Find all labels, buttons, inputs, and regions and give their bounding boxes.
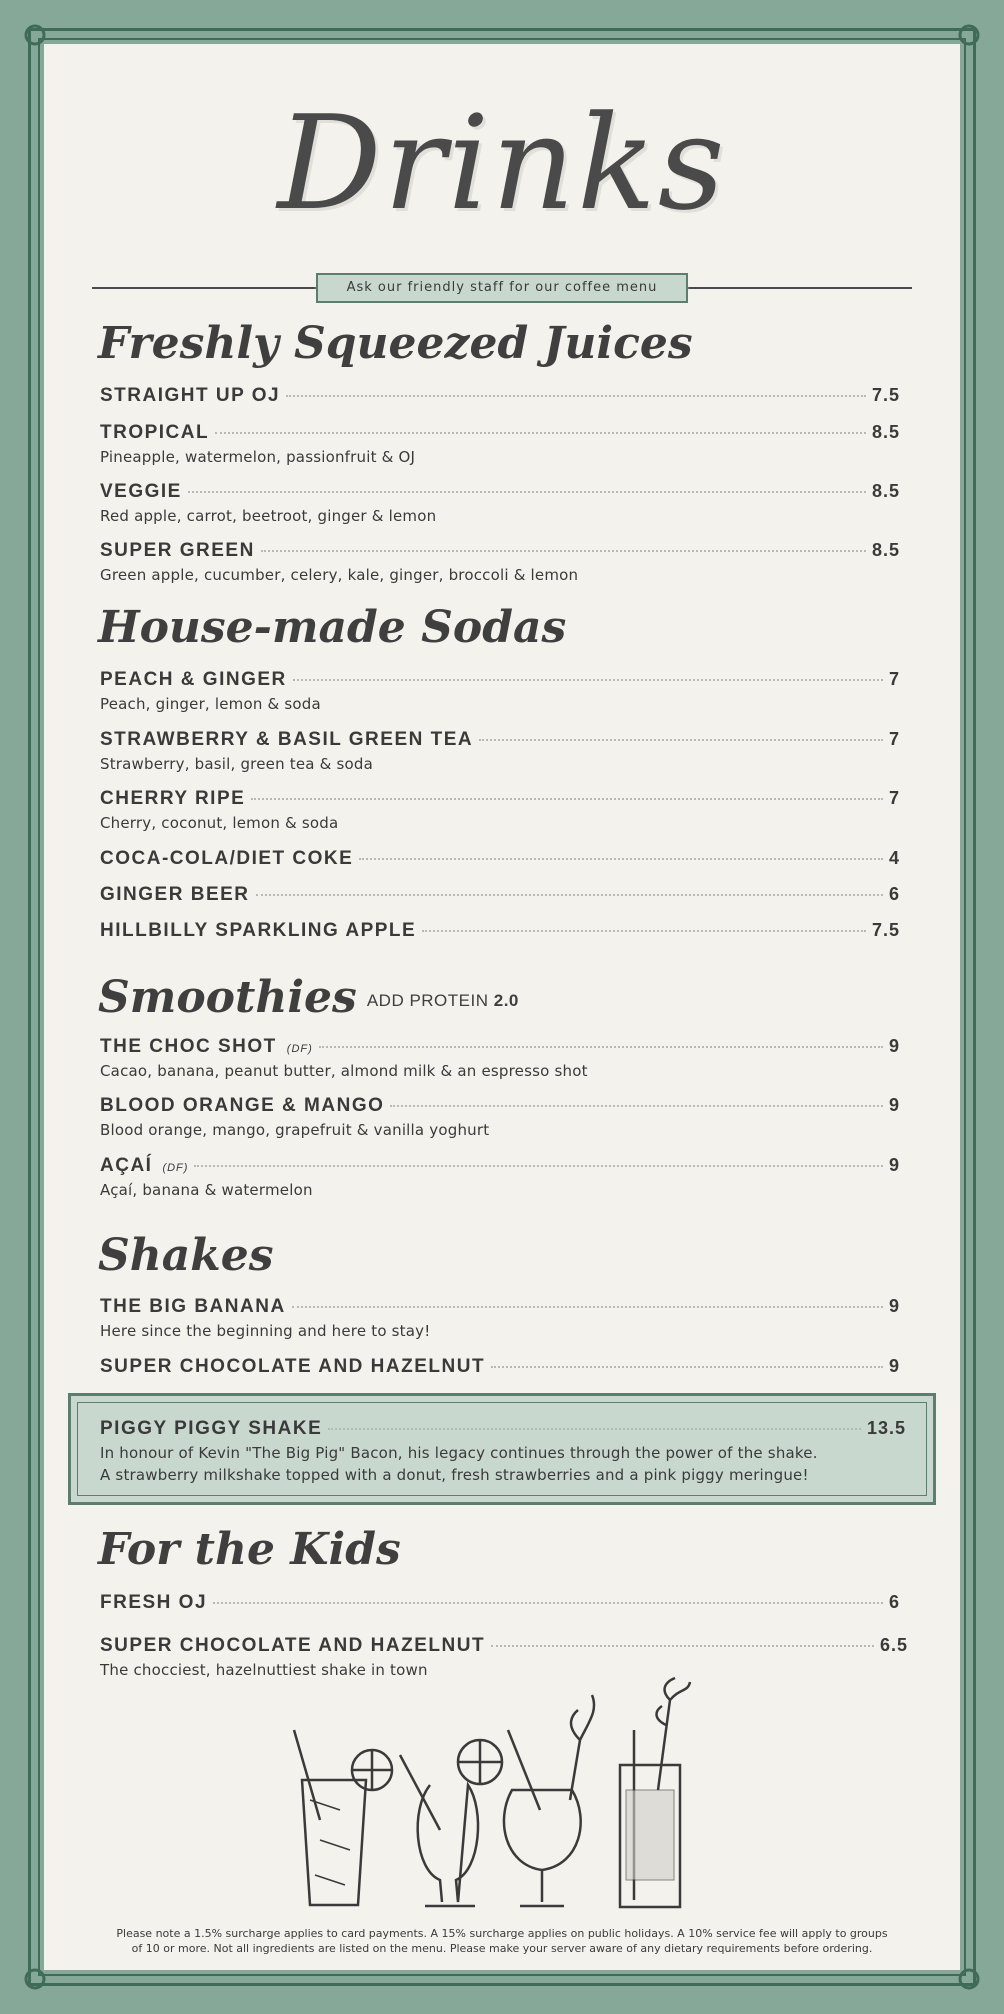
item-name: PIGGY PIGGY SHAKE — [100, 1418, 323, 1439]
cocktail-glasses-illustration — [280, 1670, 720, 1910]
section-heading-sodas: House-made Sodas — [98, 602, 567, 653]
menu-item — [100, 884, 900, 906]
menu-item — [100, 1155, 900, 1199]
section-heading-shakes: Shakes — [98, 1230, 274, 1281]
item-name: BLOOD ORANGE & MANGO — [100, 1095, 385, 1116]
leader-dots — [422, 930, 866, 932]
balloon-glass — [504, 1790, 581, 1870]
item-price: 7 — [888, 788, 900, 808]
item-price: 8.5 — [871, 422, 900, 442]
item-name: TROPICAL — [100, 422, 210, 443]
item-name: PEACH & GINGER — [100, 669, 287, 690]
leader-dots — [188, 491, 866, 493]
dairy-free-tag: (DF) — [162, 1162, 189, 1174]
item-description: Cherry, coconut, lemon & soda — [100, 814, 339, 832]
item-price: 8.5 — [871, 481, 900, 501]
smoothies-title: Smoothies — [98, 972, 357, 1023]
item-name — [100, 1155, 188, 1177]
item-description: Peach, ginger, lemon & soda — [100, 695, 321, 713]
item-name: STRAIGHT UP OJ — [100, 385, 281, 406]
item-description: Cacao, banana, peanut butter, almond milk & an espresso shot — [100, 1062, 588, 1080]
menu-item — [100, 481, 900, 525]
item-name: STRAWBERRY & BASIL GREEN TEA — [100, 729, 474, 750]
corner-ornament-top-right — [948, 22, 982, 56]
menu-item — [100, 385, 900, 407]
leader-dots — [261, 550, 866, 552]
item-description: Green apple, cucumber, celery, kale, ginger, broccoli & lemon — [100, 566, 579, 584]
item-price: 6 — [888, 1592, 900, 1612]
coffee-menu-banner: Ask our friendly staff for our coffee menu — [316, 273, 688, 303]
divider-left — [92, 287, 318, 289]
leader-dots — [194, 1165, 883, 1167]
item-name: SUPER GREEN — [100, 540, 255, 561]
add-protein-note — [367, 991, 519, 1010]
menu-item — [100, 669, 900, 713]
item-price: 6 — [888, 884, 900, 904]
leader-dots — [292, 1306, 883, 1308]
menu-item — [100, 788, 900, 832]
menu-item — [100, 1356, 900, 1378]
item-price: 8.5 — [871, 540, 900, 560]
menu-item — [100, 729, 900, 773]
item-name-text: THE CHOC SHOT — [100, 1036, 277, 1057]
item-description: Strawberry, basil, green tea & soda — [100, 755, 373, 773]
item-price: 7.5 — [871, 920, 900, 940]
mojito-glass — [302, 1780, 366, 1905]
leader-dots — [251, 798, 883, 800]
leader-dots — [359, 858, 883, 860]
item-price: 4 — [888, 848, 900, 868]
item-name: GINGER BEER — [100, 884, 250, 905]
leader-dots — [293, 679, 883, 681]
leader-dots — [479, 739, 883, 741]
add-protein-price: 2.0 — [493, 990, 519, 1010]
leader-dots — [491, 1645, 874, 1647]
item-name: HILLBILLY SPARKLING APPLE — [100, 920, 417, 941]
menu-item — [100, 1592, 900, 1614]
item-description-line1: In honour of Kevin "The Big Pig" Bacon, his legacy continues through the power of the shake. — [100, 1444, 818, 1462]
menu-item — [100, 848, 900, 870]
item-description: Blood orange, mango, grapefruit & vanilla yoghurt — [100, 1121, 490, 1139]
leader-dots — [319, 1046, 883, 1048]
section-heading-juices: Freshly Squeezed Juices — [98, 318, 693, 369]
item-price: 6.5 — [879, 1635, 908, 1655]
item-name: COCA-COLA/DIET COKE — [100, 848, 354, 869]
item-description: Red apple, carrot, beetroot, ginger & lemon — [100, 507, 437, 525]
menu-item — [100, 1036, 900, 1080]
menu-item — [100, 1095, 900, 1139]
item-name-text: AÇAÍ — [100, 1155, 153, 1176]
section-heading-smoothies — [98, 972, 519, 1023]
footer-line-2: of 10 or more. Not all ingredients are listed on the menu. Please make your server aware of any dietary requirements before ordering. — [131, 1942, 873, 1955]
leader-dots — [213, 1602, 883, 1604]
menu-item — [100, 920, 900, 942]
item-description-line2: A strawberry milkshake topped with a donut, fresh strawberries and a pink piggy meringue! — [100, 1466, 809, 1484]
item-name: VEGGIE — [100, 481, 182, 502]
leader-dots — [491, 1366, 883, 1368]
divider-right — [686, 287, 912, 289]
item-description: Açaí, banana & watermelon — [100, 1181, 313, 1199]
item-name: SUPER CHOCOLATE AND HAZELNUT — [100, 1635, 486, 1656]
item-description: The chocciest, hazelnuttiest shake in town — [100, 1661, 428, 1679]
item-price: 7 — [888, 729, 900, 749]
item-price: 7.5 — [871, 385, 900, 405]
menu-item — [100, 1296, 900, 1340]
item-price: 9 — [888, 1155, 900, 1175]
item-description: Pineapple, watermelon, passionfruit & OJ — [100, 448, 416, 466]
corner-ornament-bottom-left — [22, 1958, 56, 1992]
leader-dots — [390, 1105, 883, 1107]
item-name: THE BIG BANANA — [100, 1296, 286, 1317]
item-price: 9 — [888, 1095, 900, 1115]
section-heading-kids: For the Kids — [98, 1524, 401, 1575]
item-name: CHERRY RIPE — [100, 788, 246, 809]
add-protein-label: ADD PROTEIN — [366, 990, 489, 1010]
item-name: SUPER CHOCOLATE AND HAZELNUT — [100, 1356, 486, 1377]
leader-dots — [328, 1428, 861, 1430]
leader-dots — [256, 894, 883, 896]
menu-item — [100, 540, 900, 584]
menu-title: Drinks — [277, 87, 727, 239]
corner-ornament-bottom-right — [948, 1958, 982, 1992]
item-price: 9 — [888, 1356, 900, 1376]
menu-item — [100, 422, 900, 466]
footer-notice — [70, 1926, 934, 1956]
item-name: FRESH OJ — [100, 1592, 208, 1613]
item-price: 9 — [888, 1296, 900, 1316]
leader-dots — [215, 432, 866, 434]
corner-ornament-top-left — [22, 22, 56, 56]
item-name — [100, 1036, 313, 1058]
item-price: 13.5 — [866, 1418, 906, 1438]
leader-dots — [286, 395, 866, 397]
item-price: 7 — [888, 669, 900, 689]
footer-line-1: Please note a 1.5% surcharge applies to card payments. A 15% surcharge applies on public holidays. A 10% service fee will apply to groups — [116, 1927, 888, 1940]
item-description: Here since the beginning and here to stay! — [100, 1322, 431, 1340]
featured-menu-item — [100, 1418, 906, 1484]
item-price: 9 — [888, 1036, 900, 1056]
dairy-free-tag: (DF) — [286, 1043, 313, 1055]
